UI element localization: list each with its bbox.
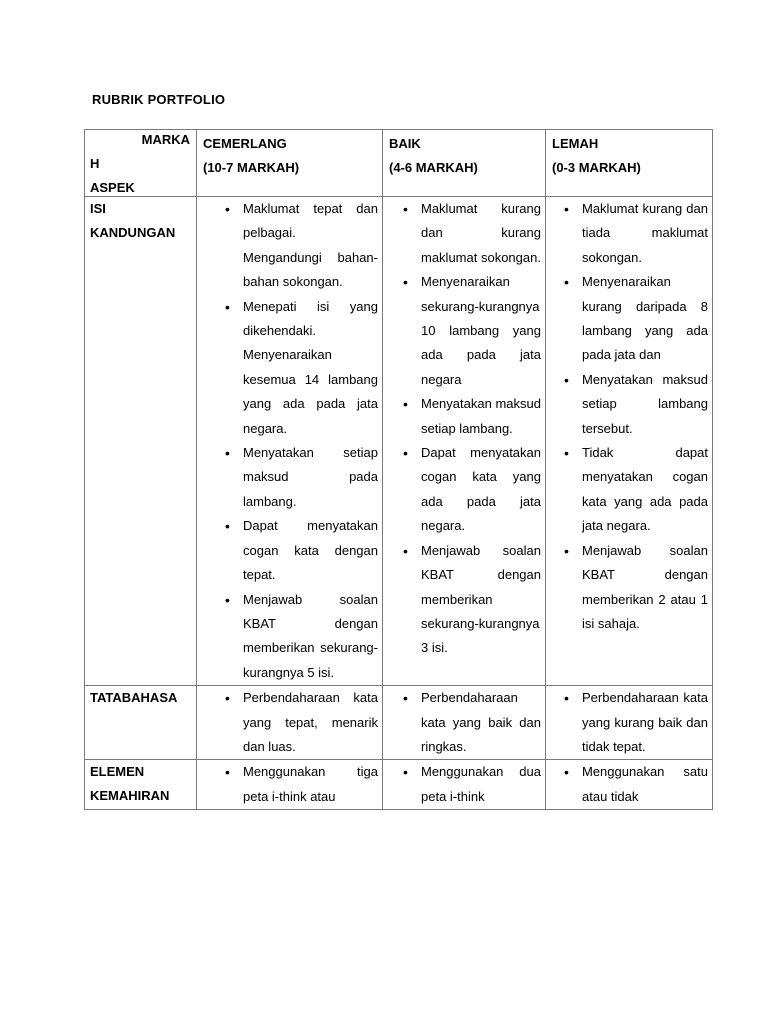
- criteria-list: [546, 686, 712, 759]
- header-cemerlang-name: CEMERLANG: [203, 136, 287, 151]
- list-item: • Menjawab soalan KBAT dengan memberikan 2 atau 1 isi sahaja.: [546, 539, 708, 637]
- header-corner-cell: [85, 130, 197, 197]
- list-item: • Menyenaraikan sekurang-kurangnya 10 lambang yang ada pada jata negara: [383, 270, 541, 392]
- header-baik: [383, 130, 546, 197]
- list-item: • Menjawab soalan KBAT dengan memberikan sekurang-kurangnya 3 isi.: [383, 539, 541, 661]
- table-row: [85, 760, 713, 810]
- criteria-list: [197, 197, 382, 685]
- list-item: • Menyatakan maksud setiap lambang.: [383, 392, 541, 441]
- list-item: • Menggunakan tiga peta i-think atau: [197, 760, 378, 809]
- list-item: • Menepati isi yang dikehendaki. Menyenaraikan kesemua 14 lambang yang ada pada jata negara.: [197, 295, 378, 441]
- list-item: • Menjawab soalan KBAT dengan memberikan sekurang-kurangnya 5 isi.: [197, 588, 378, 686]
- header-cemerlang: [197, 130, 383, 197]
- header-h-label: H: [90, 156, 100, 171]
- list-item: • Maklumat kurang dan kurang maklumat sokongan.: [383, 197, 541, 270]
- list-item: • Dapat menyatakan cogan kata yang ada pada jata negara.: [383, 441, 541, 539]
- header-marka-label: MARKA: [141, 132, 190, 147]
- list-item: • Menyenaraikan kurang daripada 8 lambang yang ada pada jata dan: [546, 270, 708, 368]
- aspect-cell-elemen-kemahiran: [85, 760, 197, 810]
- criteria-list: [546, 197, 712, 636]
- rubric-table: [84, 129, 713, 810]
- aspect-label: KEMAHIRAN: [90, 788, 170, 804]
- aspect-label: TATABAHASA: [90, 690, 178, 706]
- lemah-cell: [546, 686, 713, 760]
- cemerlang-cell: [197, 197, 383, 686]
- header-aspek-label: ASPEK: [90, 180, 135, 195]
- page-title: RUBRIK PORTFOLIO: [92, 92, 226, 107]
- header-cemerlang-range: (10-7 MARKAH): [203, 160, 300, 175]
- list-item: • Maklumat kurang dan tiada maklumat sokongan.: [546, 197, 708, 270]
- aspect-label: ISI: [90, 201, 106, 216]
- aspect-label: KANDUNGAN: [90, 225, 176, 240]
- cemerlang-cell: [197, 686, 383, 760]
- header-lemah-range: (0-3 MARKAH): [552, 160, 641, 175]
- baik-cell: [383, 760, 546, 810]
- list-item: • Menggunakan dua peta i-think: [383, 760, 541, 809]
- criteria-list: [383, 760, 545, 809]
- criteria-list: [383, 686, 545, 759]
- lemah-cell: [546, 760, 713, 810]
- list-item: • Maklumat tepat dan pelbagai. Mengandungi bahan-bahan sokongan.: [197, 197, 378, 295]
- criteria-list: [197, 686, 382, 759]
- aspect-cell-tatabahasa: [85, 686, 197, 760]
- baik-cell: [383, 686, 546, 760]
- cemerlang-cell: [197, 760, 383, 810]
- list-item: • Menyatakan maksud setiap lambang tersebut.: [546, 368, 708, 441]
- aspect-cell-isi-kandungan: [85, 197, 197, 686]
- criteria-list: [546, 760, 712, 809]
- baik-cell: [383, 197, 546, 686]
- header-row: [85, 130, 713, 197]
- lemah-cell: [546, 197, 713, 686]
- table-row: [85, 686, 713, 760]
- header-lemah: [546, 130, 713, 197]
- table-row: [85, 197, 713, 686]
- list-item: • Tidak dapat menyatakan cogan kata yang ada pada jata negara.: [546, 441, 708, 539]
- list-item: • Perbendaharaan kata yang baik dan ringkas.: [383, 686, 541, 759]
- list-item: • Perbendaharaan kata yang tepat, menarik dan luas.: [197, 686, 378, 759]
- criteria-list: [383, 197, 545, 661]
- list-item: • Menggunakan satu atau tidak: [546, 760, 708, 809]
- criteria-list: [197, 760, 382, 809]
- list-item: • Menyatakan setiap maksud pada lambang.: [197, 441, 378, 514]
- header-lemah-name: LEMAH: [552, 136, 599, 151]
- aspect-label: ELEMEN: [90, 764, 145, 780]
- header-baik-name: BAIK: [389, 136, 421, 151]
- list-item: • Perbendaharaan kata yang kurang baik dan tidak tepat.: [546, 686, 708, 759]
- list-item: • Dapat menyatakan cogan kata dengan tepat.: [197, 514, 378, 587]
- header-baik-range: (4-6 MARKAH): [389, 160, 478, 175]
